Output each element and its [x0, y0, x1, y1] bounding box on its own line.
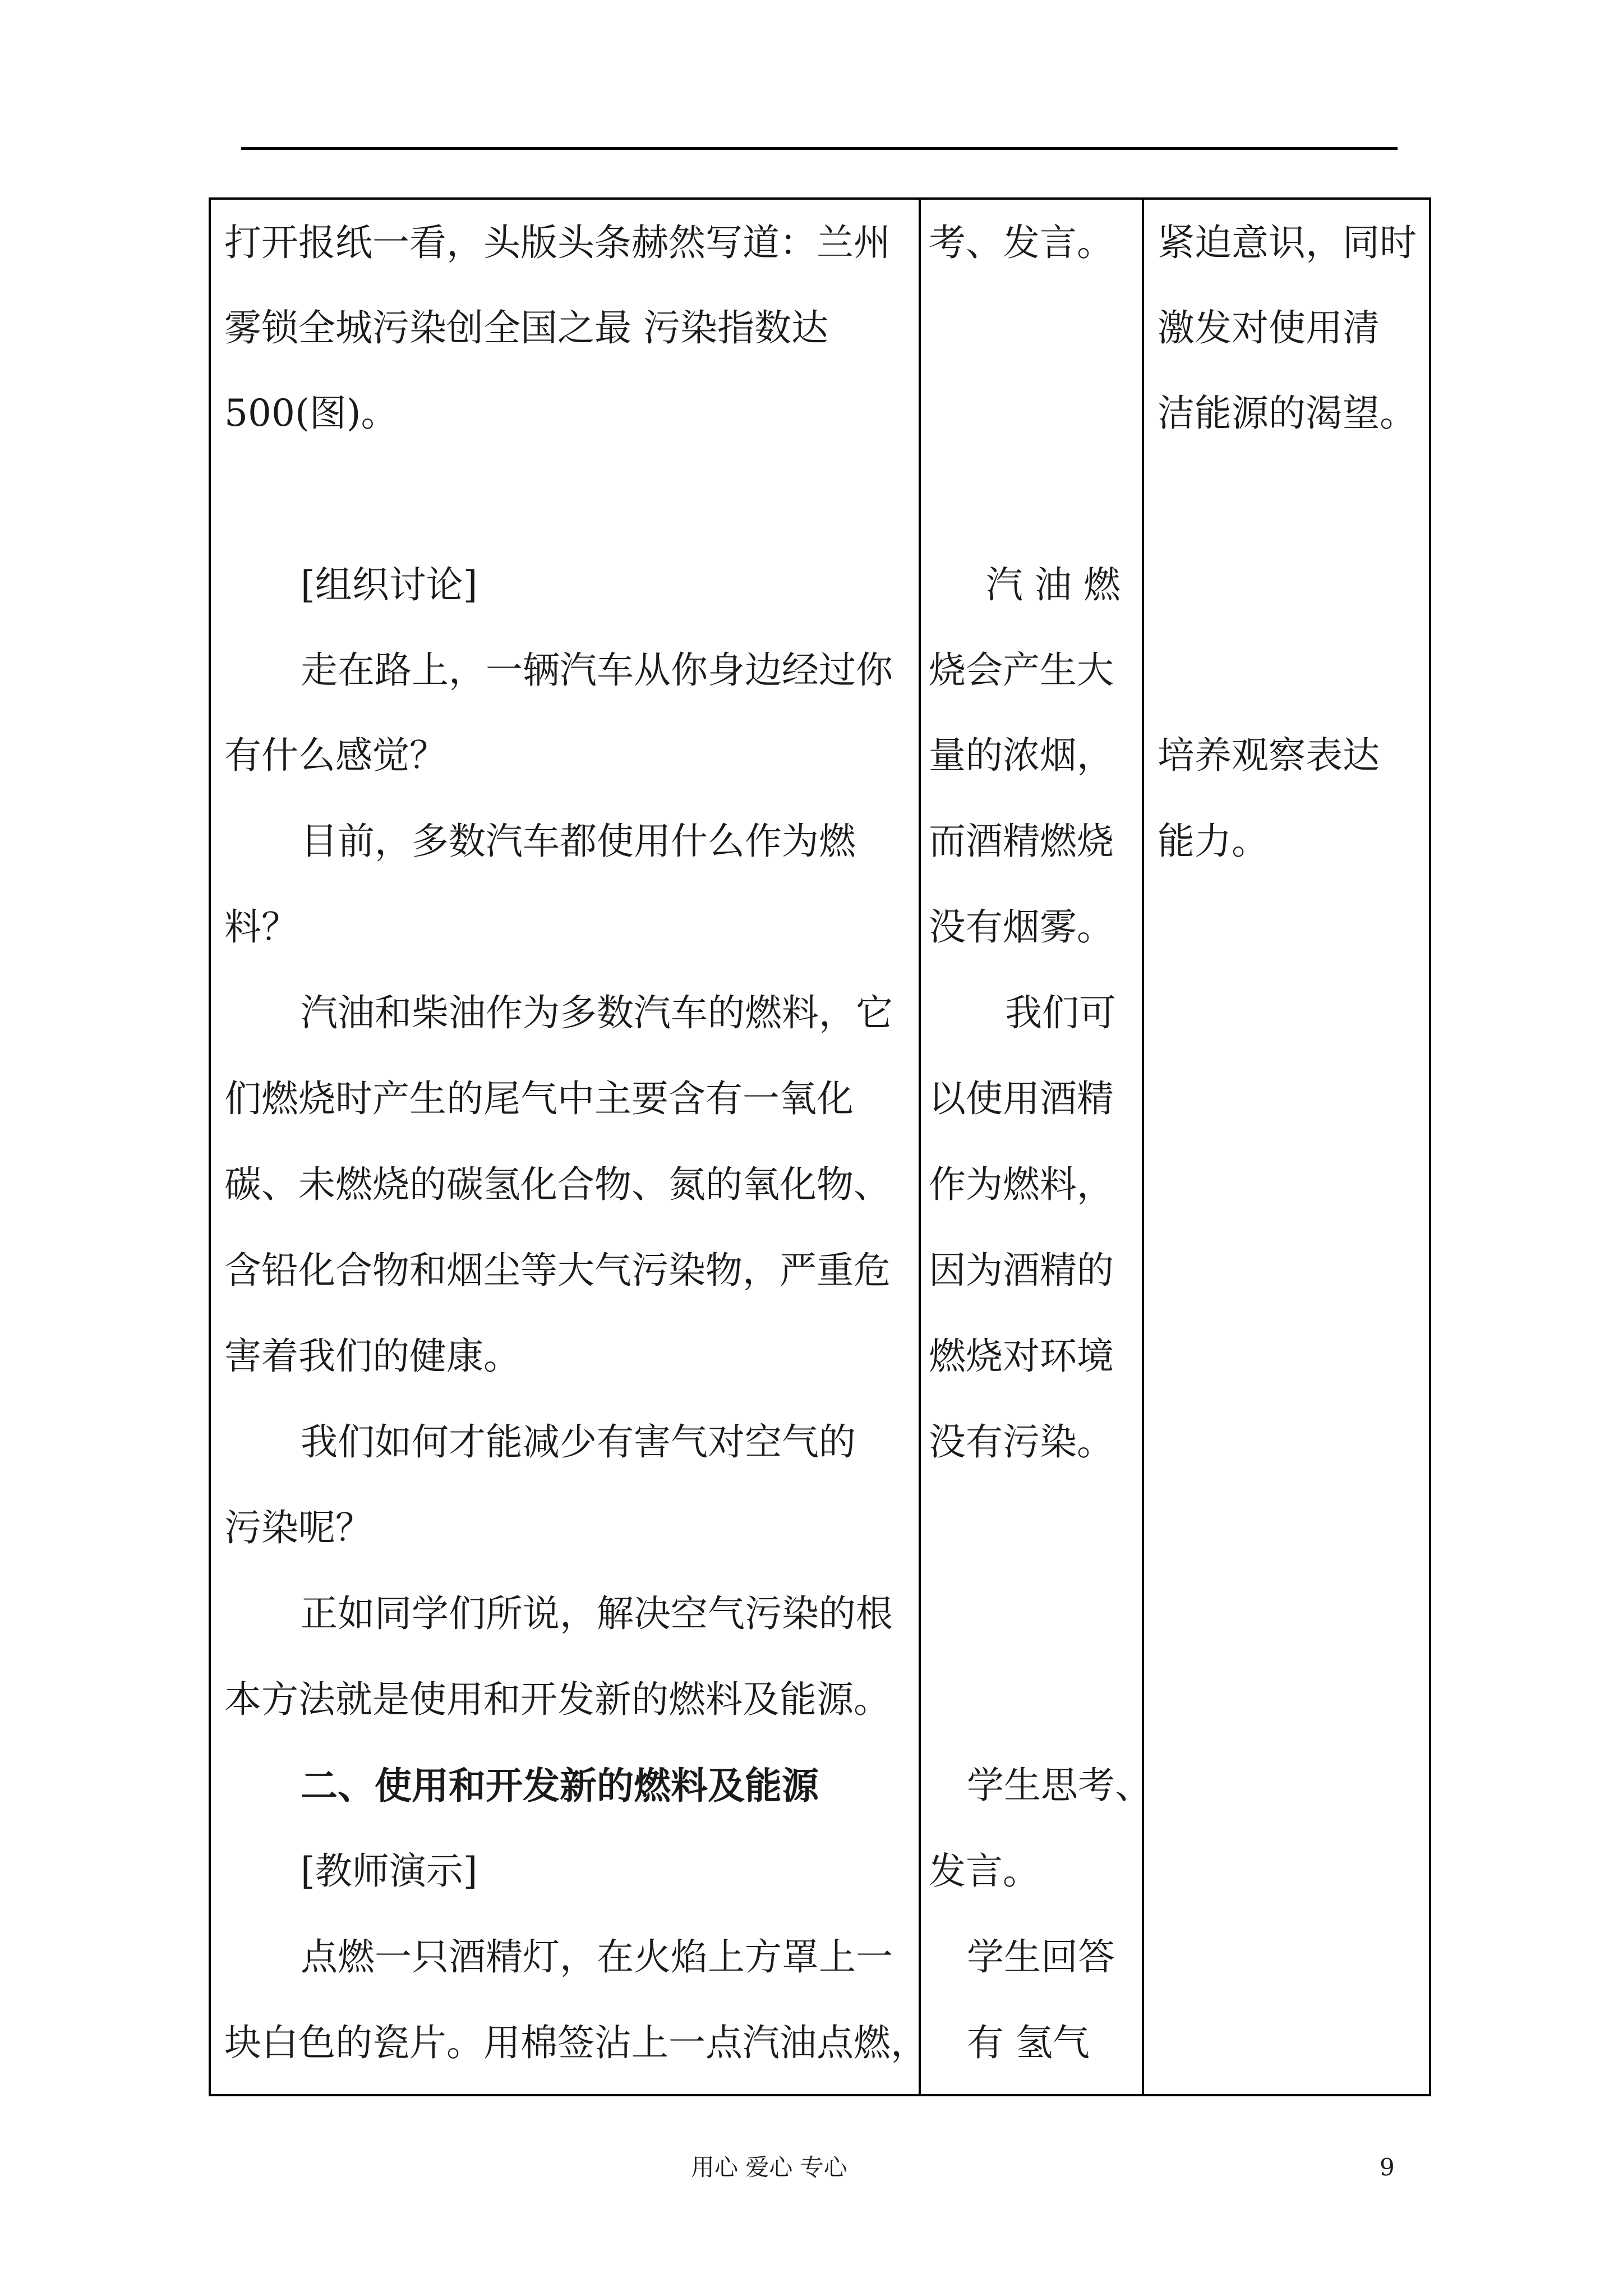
student-line: 烧会产生大: [929, 648, 1114, 692]
content-line: 走在路上，一辆汽车从你身边经过你: [301, 648, 893, 692]
content-line: 雾锁全城污染创全国之最 污染指数达: [224, 306, 828, 349]
section-label: [组织讨论]: [301, 563, 478, 606]
student-line: 考、发言。: [929, 221, 1114, 264]
intent-line: 能力。: [1158, 820, 1269, 863]
content-line: 含铅化合物和烟尘等大气污染物，严重危: [224, 1249, 891, 1292]
student-line: 量的浓烟，: [929, 734, 1114, 777]
student-line: 以使用酒精: [929, 1077, 1114, 1120]
content-line: 料？: [224, 905, 298, 949]
content-line: 500(图)。: [224, 392, 398, 435]
student-line: 发言。: [929, 1849, 1040, 1893]
student-line: 因为酒精的: [929, 1249, 1114, 1292]
student-line: 有 氢气: [967, 2021, 1090, 2064]
content-line: 目前，多数汽车都使用什么作为燃: [301, 820, 856, 863]
column-divider: [919, 200, 921, 2094]
section-heading: 二、使用和开发新的燃料及能源: [301, 1764, 819, 1807]
intent-line: 洁能源的渴望。: [1158, 392, 1417, 435]
content-line: 本方法就是使用和开发新的燃料及能源。: [224, 1678, 891, 1721]
content-line: 污染呢？: [224, 1506, 372, 1549]
intent-line: 激发对使用清: [1158, 306, 1380, 349]
column-divider: [1142, 200, 1144, 2094]
content-line: 我们如何才能减少有害气对空气的: [301, 1420, 856, 1464]
student-line: 我们可: [1005, 991, 1116, 1034]
content-line: 有什么感觉？: [224, 734, 446, 777]
student-line: 学生回答: [967, 1935, 1115, 1978]
intent-line: 紧迫意识，同时: [1158, 221, 1417, 264]
student-line: 作为燃料，: [929, 1163, 1114, 1206]
footer-motto: 用心 爱心 专心: [691, 2154, 847, 2181]
content-line: 块白色的瓷片。用棉签沾上一点汽油点燃，: [224, 2021, 928, 2064]
student-line: 汽 油 燃: [986, 563, 1121, 606]
content-line: 碳、未燃烧的碳氢化合物、氮的氧化物、: [224, 1163, 891, 1206]
student-line: 而酒精燃烧: [929, 820, 1114, 863]
content-line: 点燃一只酒精灯，在火焰上方罩上一: [301, 1935, 893, 1978]
student-line: 没有污染。: [929, 1420, 1114, 1464]
content-line: 汽油和柴油作为多数汽车的燃料，它: [301, 991, 893, 1034]
content-line: 打开报纸一看，头版头条赫然写道：兰州: [224, 221, 891, 264]
student-line: 学生思考、: [967, 1764, 1152, 1807]
content-line: 们燃烧时产生的尾气中主要含有一氧化: [224, 1077, 854, 1120]
lesson-table: [209, 197, 1431, 2096]
content-line: 正如同学们所说，解决空气污染的根: [301, 1592, 893, 1635]
page-number: 9: [1380, 2154, 1395, 2181]
section-label: [教师演示]: [301, 1849, 478, 1893]
content-line: 害着我们的健康。: [224, 1335, 520, 1378]
intent-line: 培养观察表达: [1158, 734, 1380, 777]
header-rule: [241, 147, 1398, 150]
student-line: 燃烧对环境: [929, 1335, 1114, 1378]
student-line: 没有烟雾。: [929, 905, 1114, 949]
